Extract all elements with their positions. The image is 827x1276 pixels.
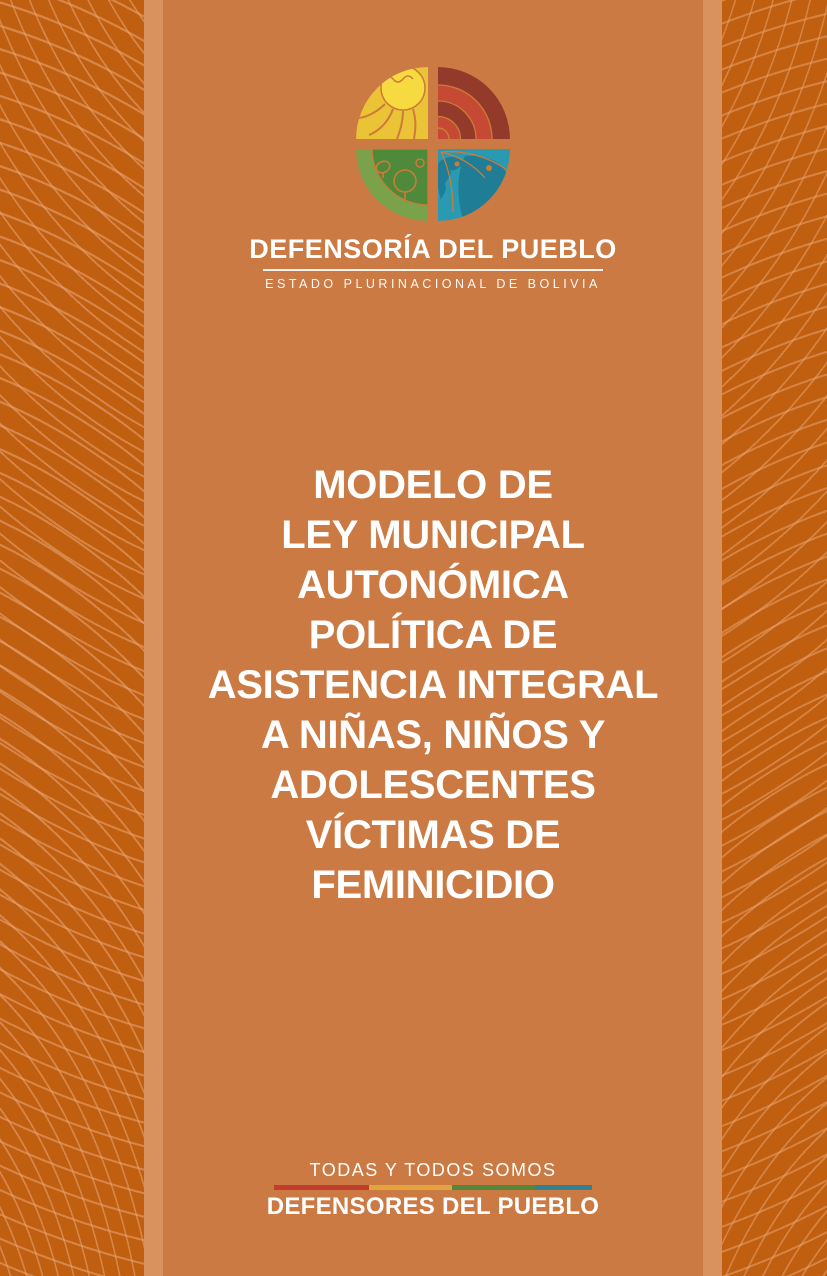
- divider-segment-red: [274, 1185, 369, 1190]
- title-line: FEMINICIDIO: [311, 863, 555, 907]
- bird-quadrant-icon: [437, 149, 510, 221]
- cover-title: [163, 460, 703, 910]
- institution-name: DEFENSORÍA DEL PUEBLO: [249, 234, 617, 264]
- multicolor-divider: [274, 1185, 592, 1190]
- sun-quadrant-icon: [356, 66, 428, 139]
- tagline-line1: TODAS Y TODOS SOMOS: [309, 1160, 557, 1180]
- institution-subtitle: ESTADO PLURINACIONAL DE BOLIVIA: [265, 277, 601, 291]
- title-line: LEY MUNICIPAL: [281, 513, 585, 557]
- title-line: A NIÑAS, NIÑOS Y: [260, 713, 606, 757]
- divider-segment-teal: [535, 1185, 592, 1190]
- divider-segment-green: [452, 1185, 535, 1190]
- curved-mesh-pattern-right: [722, 0, 827, 1276]
- divider-segment-gold: [369, 1185, 452, 1190]
- footer-tagline: [163, 1158, 703, 1221]
- defensoria-del-pueblo-logo: [353, 64, 513, 224]
- arcs-quadrant-icon: [416, 67, 510, 161]
- cover-center-panel: [163, 0, 703, 1276]
- edge-strip-right: [703, 0, 722, 1276]
- title-line: ADOLESCENTES: [270, 763, 596, 807]
- title-line: ASISTENCIA INTEGRAL: [207, 663, 659, 707]
- title-line: MODELO DE: [313, 463, 553, 507]
- edge-strip-left: [144, 0, 163, 1276]
- logo-emblem-icon: [353, 64, 513, 224]
- title-line: POLÍTICA DE: [308, 613, 558, 657]
- title-line: VÍCTIMAS DE: [305, 813, 561, 857]
- tagline-line2: DEFENSORES DEL PUEBLO: [266, 1192, 600, 1220]
- trees-quadrant-icon: [356, 149, 428, 221]
- institution-divider-line: [263, 269, 603, 271]
- curved-mesh-pattern-left: [0, 0, 144, 1276]
- title-line: AUTONÓMICA: [297, 563, 569, 607]
